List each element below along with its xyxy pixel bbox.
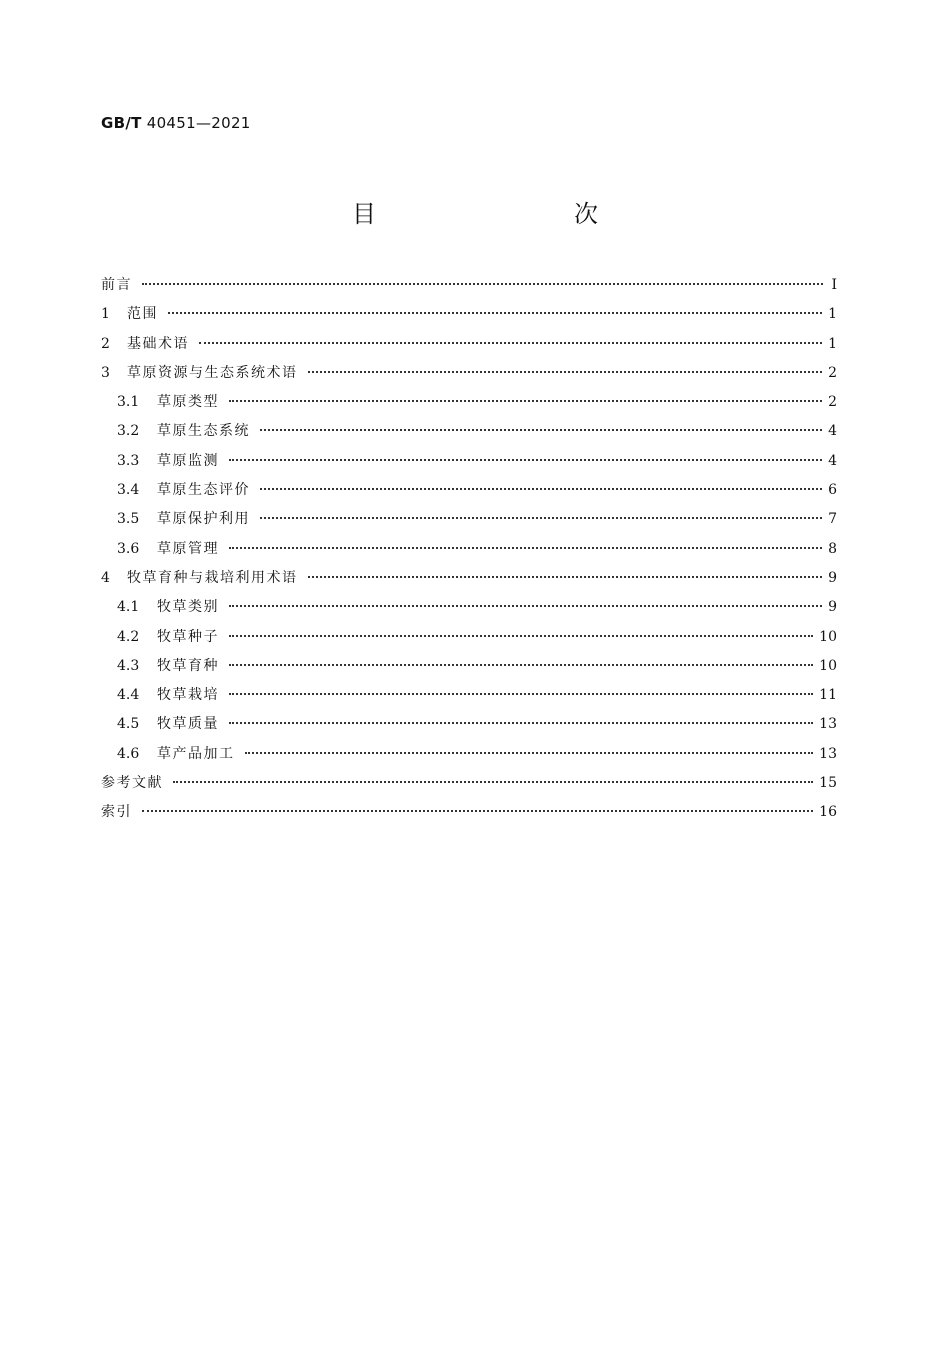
toc-entry[interactable] [101,627,837,656]
toc-entry[interactable] [101,597,837,626]
toc-entry-label: 前言 [101,277,132,293]
toc-entry-page: 4 [828,452,837,469]
toc-entry-label: 草原生态系统 [157,423,250,440]
toc-entry-label: 牧草类别 [157,599,219,616]
toc-entry-page: 16 [819,804,837,821]
toc-entry-label: 牧草种子 [157,628,219,645]
toc-entry[interactable] [101,714,837,743]
toc-entry-number: 4.2 [117,628,140,645]
table-of-contents [101,275,837,832]
toc-entry-page: Ⅰ [831,277,837,293]
toc-entry-label: 草原监测 [157,452,219,469]
toc-dot-leader [229,605,822,607]
toc-entry-page: 10 [819,628,837,645]
toc-entry[interactable] [101,480,837,509]
toc-entry[interactable] [101,363,837,392]
toc-entry-number: 3.1 [117,394,140,411]
toc-entry-number: 2 [101,335,110,352]
toc-dot-leader [229,664,813,666]
toc-entry-number: 4.4 [117,687,140,704]
toc-entry-page: 2 [828,364,837,381]
toc-entry-page: 4 [828,423,837,440]
toc-entry-page: 10 [819,657,837,674]
toc-entry-label: 草原生态评价 [157,482,250,499]
toc-entry-number: 4.6 [117,745,140,762]
toc-entry[interactable] [101,685,837,714]
toc-dot-leader [229,459,822,461]
toc-entry-label: 草原类型 [157,394,219,411]
toc-entry-number: 4.1 [117,599,140,616]
toc-entry[interactable] [101,334,837,363]
toc-dot-leader [308,576,823,578]
toc-entry-page: 6 [828,482,837,499]
toc-entry[interactable] [101,539,837,568]
toc-dot-leader [142,810,813,812]
toc-entry-label: 草原保护利用 [157,511,250,528]
toc-entry-number: 3.3 [117,452,140,469]
toc-entry-number: 3.4 [117,482,140,499]
toc-entry-page: 9 [828,599,837,616]
toc-entry-number: 1 [101,306,110,323]
toc-entry-number: 4.3 [117,657,140,674]
toc-dot-leader [260,517,822,519]
toc-entry-number: 3.6 [117,540,140,557]
toc-entry-label: 牧草质量 [157,716,219,733]
toc-entry-page: 15 [819,775,837,792]
toc-entry-page: 13 [819,745,837,762]
toc-entry-page: 2 [828,394,837,411]
toc-entry-label: 参考文献 [101,775,163,792]
toc-entry-page: 1 [828,306,837,323]
toc-dot-leader [245,752,814,754]
toc-entry-label: 草原管理 [157,540,219,557]
toc-dot-leader [229,547,822,549]
toc-dot-leader [229,722,813,724]
toc-entry[interactable] [101,392,837,421]
standard-code [101,114,251,132]
toc-entry[interactable] [101,451,837,480]
toc-entry[interactable] [101,656,837,685]
toc-dot-leader [229,693,813,695]
toc-entry[interactable] [101,304,837,333]
toc-entry-page: 9 [828,569,837,586]
toc-entry-label: 牧草育种与栽培利用术语 [127,569,298,586]
toc-dot-leader [168,312,822,314]
toc-title: 目 次 [352,200,648,228]
toc-dot-leader [229,400,822,402]
toc-entry-page: 7 [828,511,837,528]
toc-dot-leader [308,371,823,373]
toc-entry-label: 草产品加工 [157,745,235,762]
toc-entry-number: 3 [101,364,110,381]
toc-entry-label: 索引 [101,804,132,821]
toc-dot-leader [260,429,822,431]
toc-entry[interactable] [101,421,837,450]
toc-dot-leader [229,635,813,637]
toc-entry-label: 基础术语 [127,335,189,352]
toc-entry[interactable] [101,802,837,831]
toc-entry[interactable] [101,773,837,802]
toc-entry[interactable] [101,568,837,597]
toc-entry-page: 8 [828,540,837,557]
toc-entry-label: 草原资源与生态系统术语 [127,364,298,381]
toc-entry[interactable] [101,509,837,538]
standard-prefix: GB/T [101,114,142,132]
toc-dot-leader [173,781,813,783]
toc-entry-label: 牧草育种 [157,657,219,674]
toc-entry[interactable] [101,744,837,773]
toc-entry-label: 牧草栽培 [157,687,219,704]
toc-dot-leader [199,342,822,344]
standard-number: 40451—2021 [146,114,251,132]
toc-entry-number: 4 [101,569,110,586]
toc-entry[interactable] [101,275,837,304]
toc-dot-leader [260,488,822,490]
toc-entry-page: 13 [819,716,837,733]
toc-entry-number: 4.5 [117,716,140,733]
toc-entry-page: 11 [819,687,837,704]
toc-entry-label: 范围 [127,306,158,323]
toc-dot-leader [142,283,823,285]
toc-entry-number: 3.5 [117,511,140,528]
toc-entry-page: 1 [828,335,837,352]
toc-entry-number: 3.2 [117,423,140,440]
